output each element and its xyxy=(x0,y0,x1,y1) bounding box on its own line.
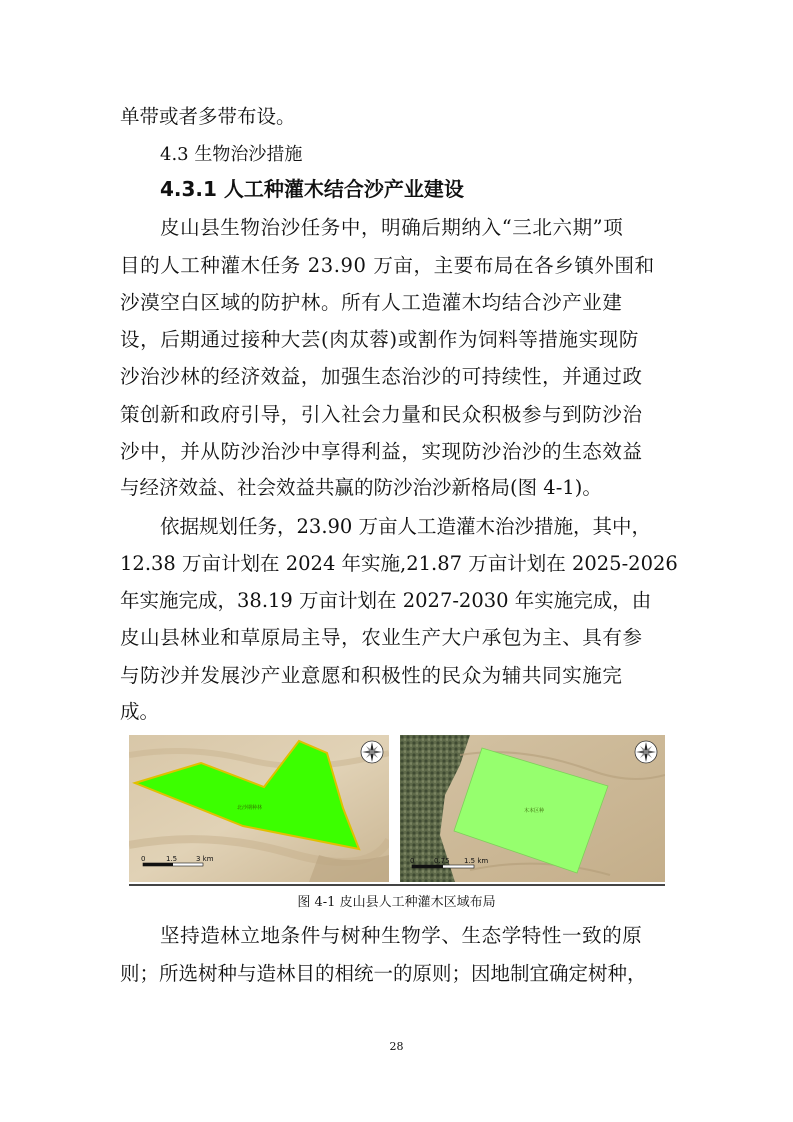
figure-map-right xyxy=(400,735,665,882)
para1-line: 与经济效益、社会效益共赢的防沙治沙新格局(图 4-1)。 xyxy=(120,476,602,499)
para2-line: 皮山县林业和草原局主导，农业生产大户承包为主、具有参 xyxy=(120,626,643,649)
para1-line: 目的人工种灌木任务 23.90 万亩，主要布局在各乡镇外围和 xyxy=(120,254,655,277)
para2-line: 与防沙并发展沙产业意愿和积极性的民众为辅共同实施完 xyxy=(120,664,623,687)
para1-line: 沙治沙林的经济效益，加强生态治沙的可持续性，并通过政 xyxy=(120,365,643,388)
section-heading-4-3-1: 4.3.1 人工种灌木结合沙产业建设 xyxy=(160,177,464,201)
svg-text:1.5 km: 1.5 km xyxy=(464,857,489,865)
para1-line: 沙漠空白区域的防护林。所有人工造灌木均结合沙产业建 xyxy=(120,291,623,314)
page-number: 28 xyxy=(389,1040,404,1053)
svg-text:0: 0 xyxy=(410,857,415,865)
para1-line: 皮山县生物治沙任务中，明确后期纳入“三北六期”项 xyxy=(160,216,624,239)
para1-line: 沙中，并从防沙治沙中享得利益，实现防沙治沙的生态效益 xyxy=(120,440,643,463)
north-arrow-icon xyxy=(361,741,383,763)
polygon-label: 北沙期种林 xyxy=(237,805,263,811)
figure-divider xyxy=(129,884,665,886)
svg-text:0: 0 xyxy=(141,855,146,863)
para3-line: 坚持造林立地条件与树种生物学、生态学特性一致的原 xyxy=(160,924,643,947)
svg-text:0.75: 0.75 xyxy=(434,857,450,865)
section-heading-4-3: 4.3 生物治沙措施 xyxy=(160,144,303,165)
para2-line: 年实施完成，38.19 万亩计划在 2027-2030 年实施完成，由 xyxy=(120,589,652,612)
para1-line: 设，后期通过接种大芸(肉苁蓉)或割作为饲料等措施实现防 xyxy=(120,328,639,351)
figure-map-left xyxy=(129,735,389,882)
svg-text:1.5: 1.5 xyxy=(166,855,178,863)
polygon-label: 木本区种 xyxy=(524,808,545,814)
north-arrow-icon xyxy=(635,741,657,763)
para2-line: 12.38 万亩计划在 2024 年实施,21.87 万亩计划在 2025-2026 xyxy=(120,552,678,575)
svg-text:3 km: 3 km xyxy=(196,855,214,863)
para3-line: 则；所选树种与造林目的相统一的原则；因地制宜确定树种， xyxy=(120,962,647,985)
para2-line: 依据规划任务，23.90 万亩人工造灌木治沙措施，其中， xyxy=(160,515,652,538)
para2-line: 成。 xyxy=(120,700,160,723)
figure-caption: 图 4-1 皮山县人工种灌木区域布局 xyxy=(297,895,496,910)
paragraph-tail: 单带或者多带布设。 xyxy=(120,105,296,128)
para1-line: 策创新和政府引导，引入社会力量和民众积极参与到防沙治 xyxy=(120,403,643,426)
